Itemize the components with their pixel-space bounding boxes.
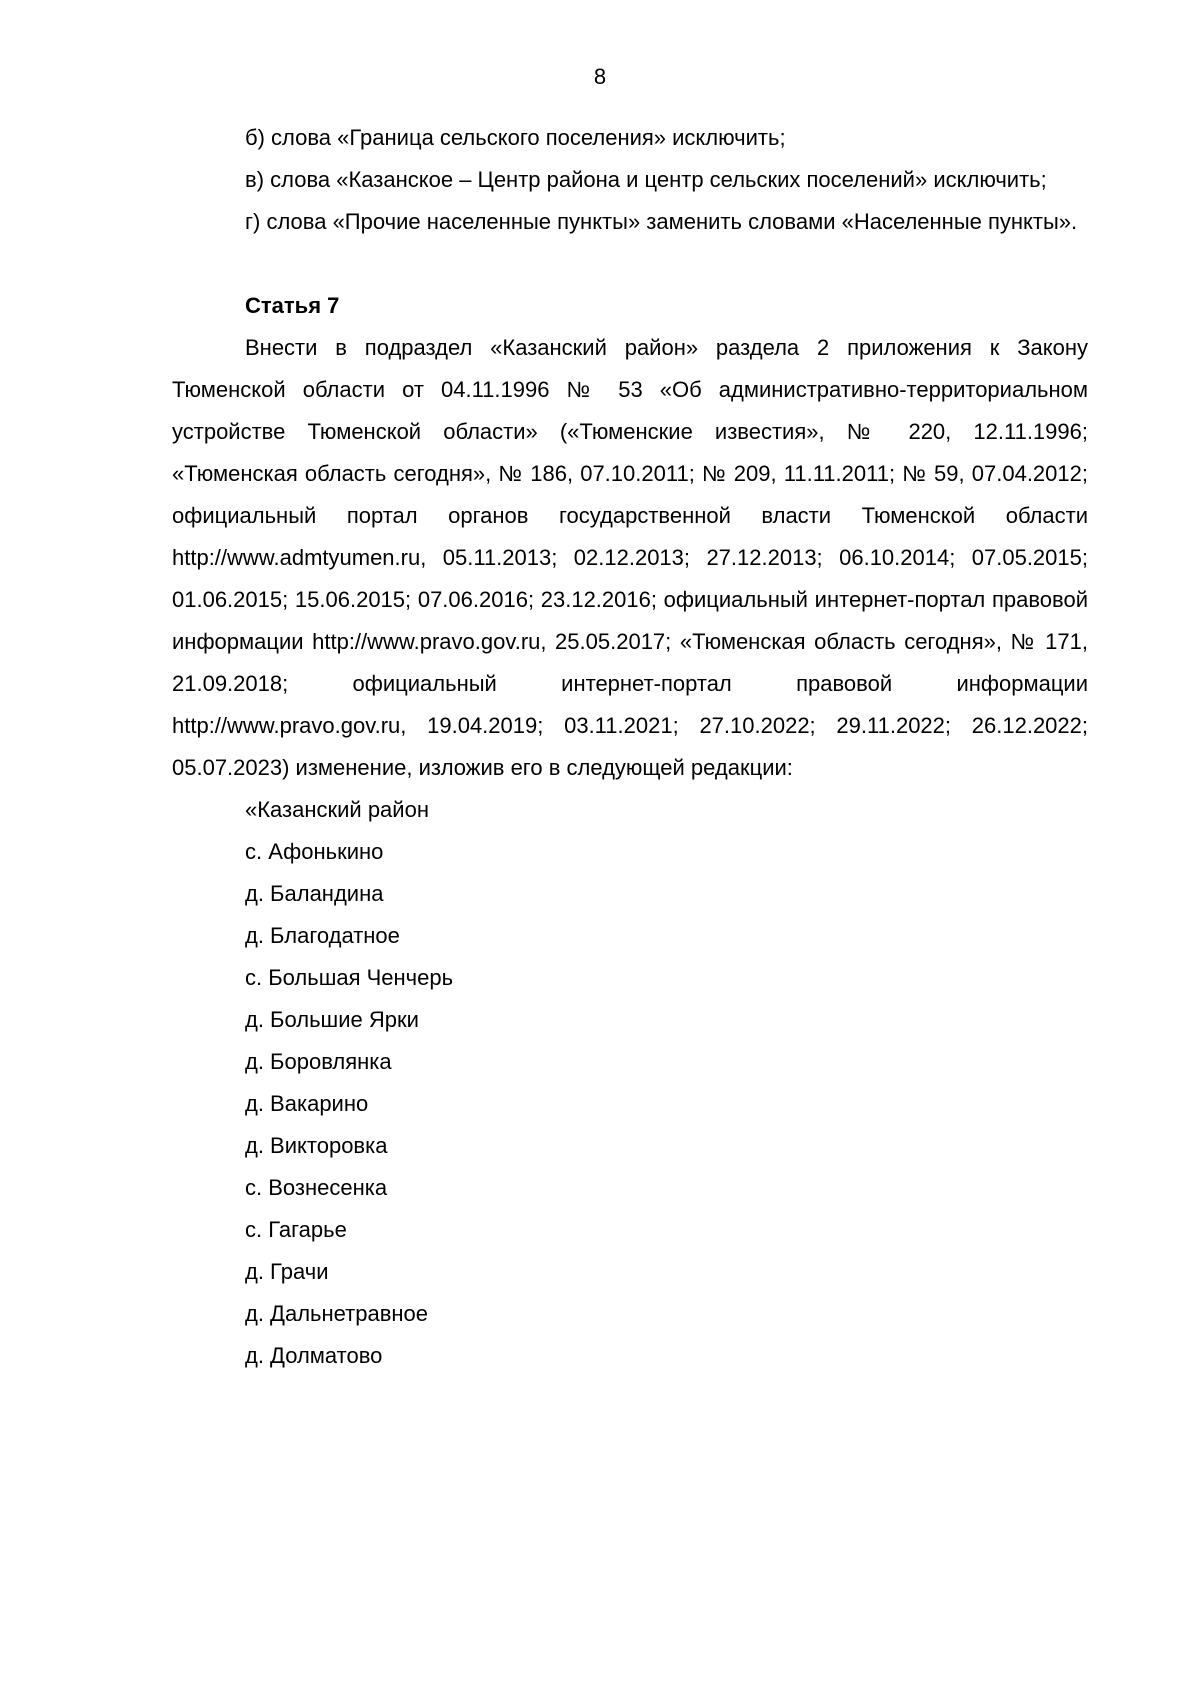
list-item: д. Долматово	[245, 1343, 383, 1368]
intro-paragraph-v: в) слова «Казанское – Центр района и центр сельских поселений» исключить;	[245, 167, 1047, 192]
list-item: д. Дальнетравное	[245, 1301, 429, 1326]
list-item: с. Вознесенка	[245, 1175, 388, 1200]
list-item: д. Благодатное	[245, 923, 400, 948]
list-item: д. Викторовка	[245, 1133, 388, 1158]
list-item: с. Афонькино	[245, 839, 384, 864]
intro-paragraph-g: г) слова «Прочие населенные пункты» заменить словами «Населенные пункты».	[245, 209, 1078, 234]
document-body	[172, 117, 1088, 1377]
list-item: д. Боровлянка	[245, 1049, 392, 1074]
article-heading: Статья 7	[245, 293, 340, 318]
page-number: 8	[593, 64, 607, 89]
list-item: д. Вакарино	[245, 1091, 369, 1116]
list-title: «Казанский район	[245, 797, 429, 822]
intro-paragraph-b: б) слова «Граница сельского поселения» исключить;	[245, 125, 786, 150]
list-item: с. Гагарье	[245, 1217, 347, 1242]
list-item: д. Баландина	[245, 881, 384, 906]
list-item: с. Большая Ченчерь	[245, 965, 454, 990]
list-item: д. Грачи	[245, 1259, 329, 1284]
article-body: Внести в подраздел «Казанский район» раздела 2 приложения к Закону Тюменской области от 04.11.1996 № 53 «Об административно-территориальном устройстве Тюменской области» («Тюменские известия», № 220, 12.11.1996; «Тюменская область сегодня», № 186, 07.10.2011; № 209, 11.11.2011; № 59, 07.04.2012; официальный портал органов государственной власти Тюменской области http://www.admtyumen.ru, 05.11.2013; 02.12.2013; 27.12.2013; 06.10.2014; 07.05.2015; 01.06.2015; 15.06.2015; 07.06.2016; 23.12.2016; официальный интернет-портал правовой информации http://www.pravo.gov.ru, 25.05.2017; «Тюменская область сегодня», № 171, 21.09.2018; официальный интернет-портал правовой информации http://www.pravo.gov.ru, 19.04.2019; 03.11.2021; 27.10.2022; 29.11.2022; 26.12.2022; 05.07.2023) изменение, изложив его в следующей редакции:	[172, 335, 1088, 780]
list-item: д. Большие Ярки	[245, 1007, 419, 1032]
